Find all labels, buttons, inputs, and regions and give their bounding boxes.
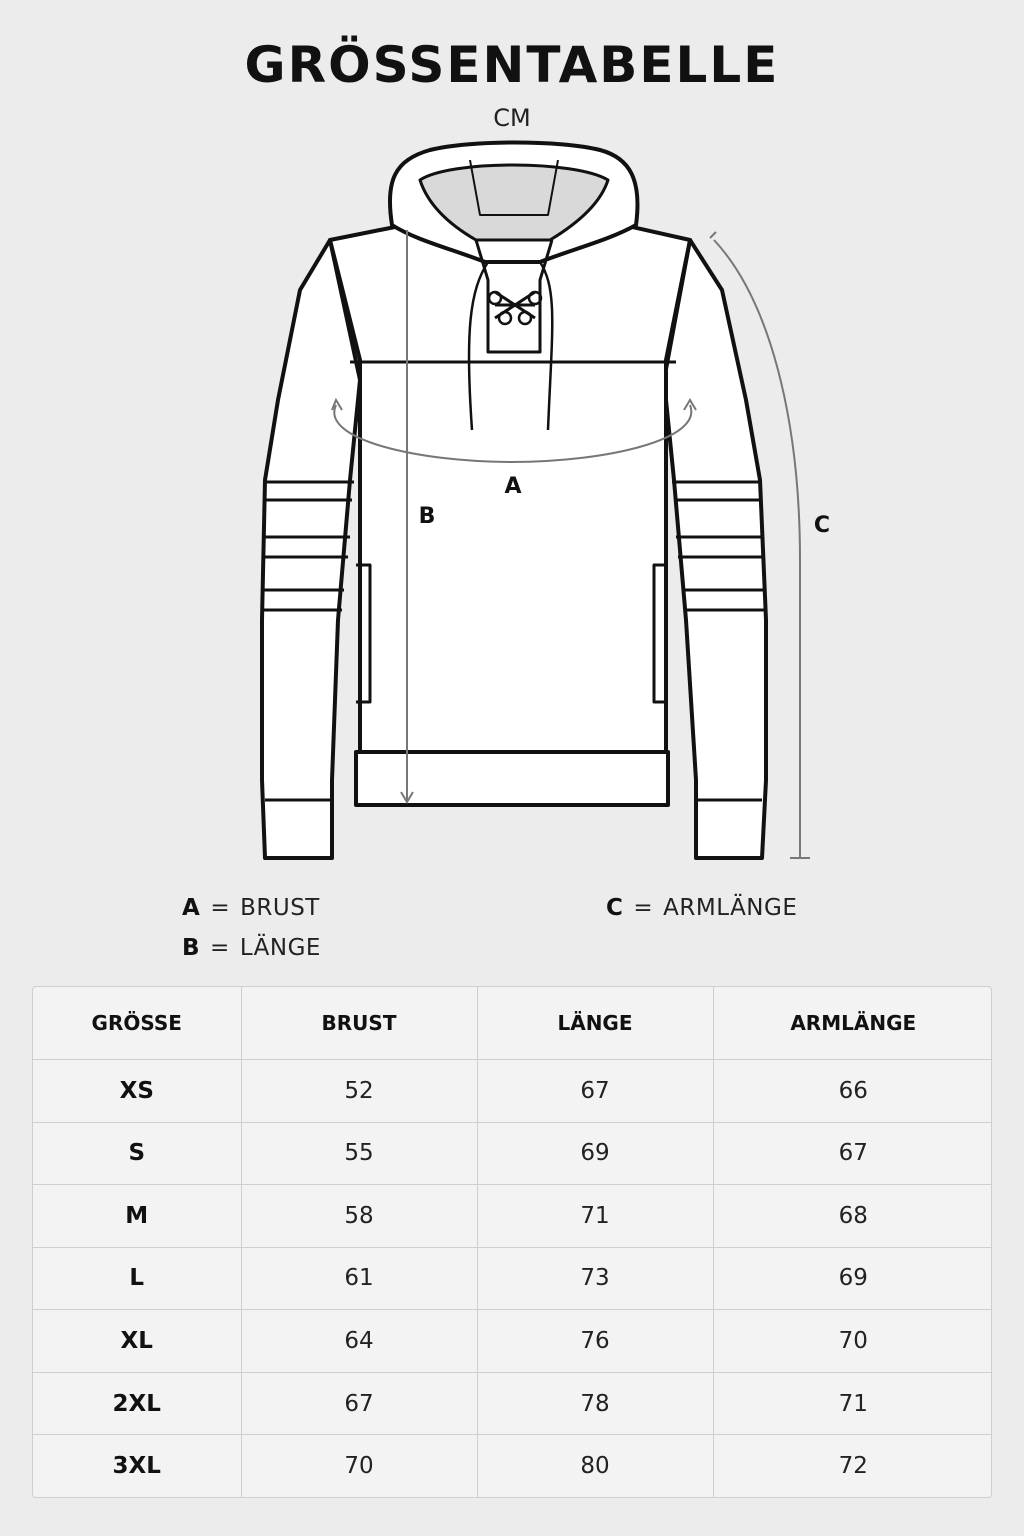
right-sleeve [664,240,766,858]
table-cell: 71 [477,1185,713,1248]
col-header: BRUST [241,987,477,1060]
table-cell: 78 [477,1372,713,1435]
table-cell: 64 [241,1310,477,1373]
marker-c: C [813,513,831,538]
size-cell: M [33,1185,241,1248]
legend-item-b: B = LÄNGE [182,935,321,961]
marker-b: B [418,504,436,529]
table-cell: 67 [713,1122,992,1185]
size-cell: 2XL [33,1372,241,1435]
legend-item-c: C = ARMLÄNGE [606,895,798,921]
left-sleeve [262,240,360,858]
table-row [33,1372,992,1435]
table-cell: 52 [241,1060,477,1123]
table-header-row [33,987,992,1060]
table-cell: 80 [477,1435,713,1497]
table-cell: 68 [713,1185,992,1248]
table-cell: 66 [713,1060,992,1123]
unit-label: CM [493,104,531,132]
table-cell: 67 [477,1060,713,1123]
size-cell: 3XL [33,1435,241,1497]
table-cell: 61 [241,1247,477,1310]
table-row [33,1185,992,1248]
table-cell: 69 [713,1247,992,1310]
table-cell: 70 [241,1435,477,1497]
col-header: LÄNGE [477,987,713,1060]
table-cell: 73 [477,1247,713,1310]
table-cell: 72 [713,1435,992,1497]
size-cell: S [33,1122,241,1185]
table-row [33,1247,992,1310]
table-row [33,1435,992,1497]
legend-item-a: A = BRUST [182,895,320,921]
table-cell: 69 [477,1122,713,1185]
col-header: GRÖSSE [33,987,241,1060]
size-cell: XL [33,1310,241,1373]
table-cell: 67 [241,1372,477,1435]
table-cell: 55 [241,1122,477,1185]
waistband [356,752,668,805]
size-table [32,986,992,1498]
table-cell: 70 [713,1310,992,1373]
table-cell: 71 [713,1372,992,1435]
col-header: ARMLÄNGE [713,987,992,1060]
table-cell: 76 [477,1310,713,1373]
table-row [33,1310,992,1373]
page-title: GRÖSSENTABELLE [244,36,780,94]
table-row [33,1060,992,1123]
size-cell: L [33,1247,241,1310]
table-row [33,1122,992,1185]
table-cell: 58 [241,1185,477,1248]
marker-a: A [504,474,522,499]
size-cell: XS [33,1060,241,1123]
